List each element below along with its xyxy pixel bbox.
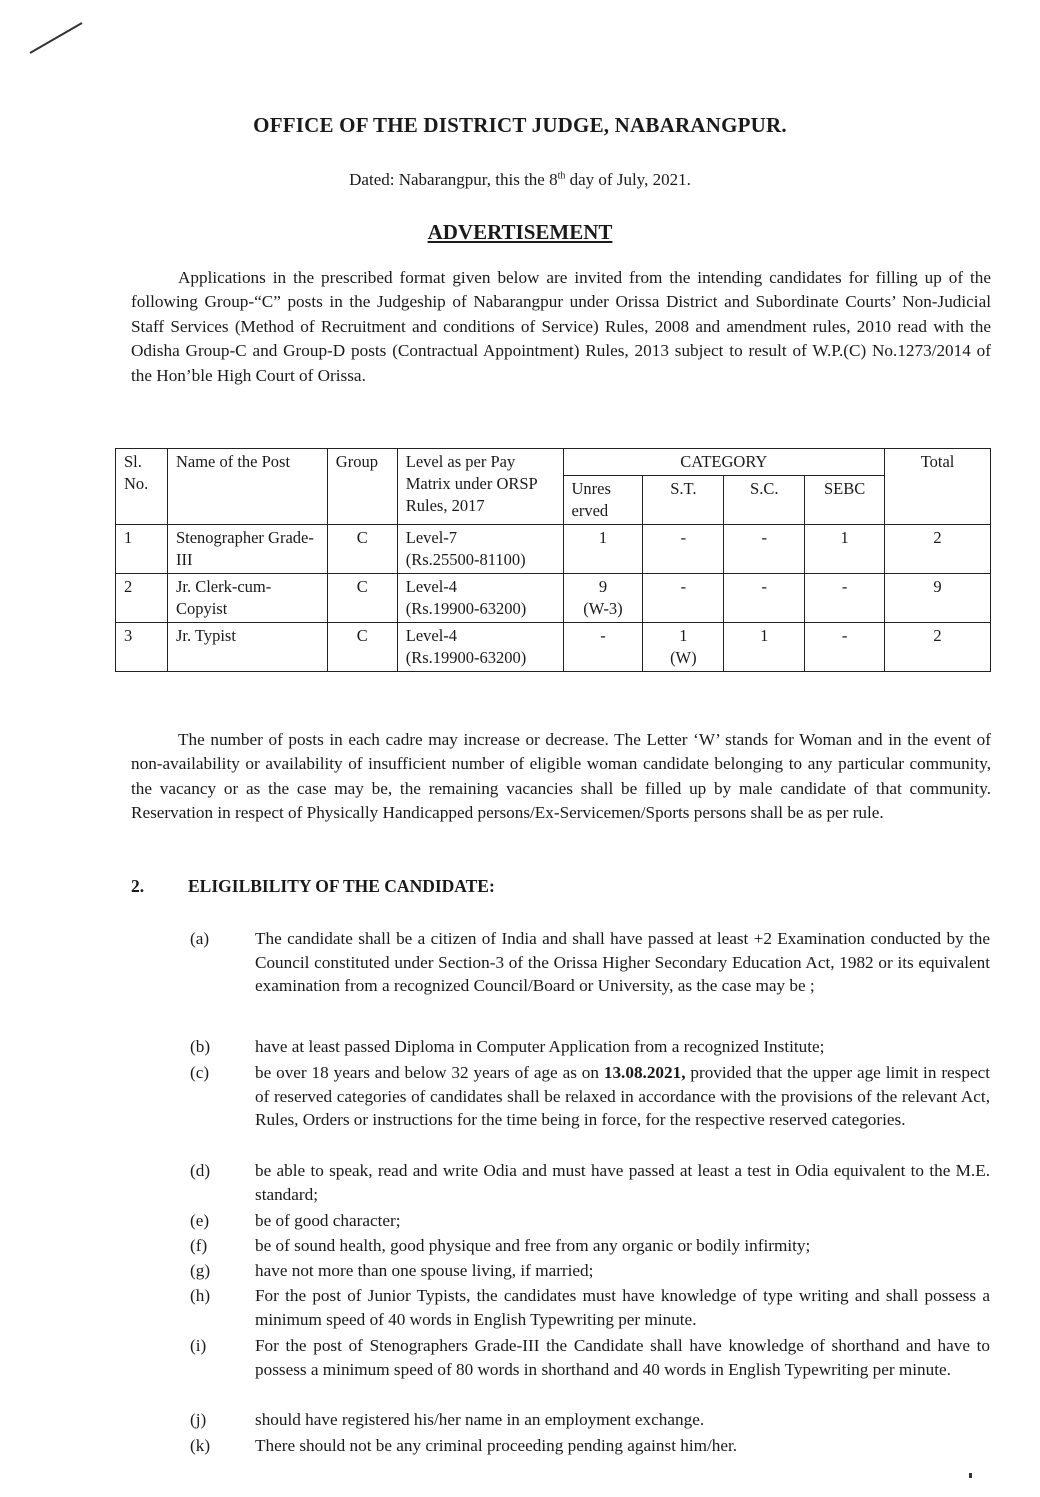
table-row <box>116 623 991 672</box>
cell-sc: - <box>724 525 805 574</box>
advertisement-title: ADVERTISEMENT <box>427 220 613 244</box>
cell-name: Stenographer Grade-III <box>167 525 327 574</box>
cell-level-name: Level-7 <box>405 528 458 547</box>
item-text <box>255 1408 990 1432</box>
page-mark <box>969 1473 972 1478</box>
eligibility-item <box>190 1234 990 1258</box>
item-text <box>255 1259 990 1283</box>
item-text <box>255 1035 990 1059</box>
item-label: (j) <box>190 1410 207 1429</box>
item-label: (d) <box>190 1161 211 1180</box>
header-group: Group <box>327 449 397 525</box>
cell-name: Jr. Typist <box>167 623 327 672</box>
header-st: S.T. <box>643 476 724 525</box>
cell-st-note: (W) <box>670 648 697 667</box>
item-text-pre: be over 18 years and below 32 years of age as on <box>255 1063 604 1082</box>
item-text <box>255 927 990 998</box>
item-label: (h) <box>190 1286 211 1305</box>
office-heading: OFFICE OF THE DISTRICT JUDGE, NABARANGPUR. <box>253 113 787 137</box>
cell-level <box>397 574 563 623</box>
item-text-pre: For the post of Junior Typists, the candidates must have knowledge of type writing and shall possess a minimum speed of 40 words in English Typewriting per minute. <box>255 1286 990 1329</box>
cell-unres-value: - <box>600 626 606 645</box>
header-name: Name of the Post <box>167 449 327 525</box>
date-line <box>0 170 1040 190</box>
table-row <box>116 525 991 574</box>
cell-pay: (Rs.19900-63200) <box>405 648 527 667</box>
cell-st-value: - <box>680 528 687 547</box>
cell-group: C <box>327 574 397 623</box>
cell-st <box>643 623 724 672</box>
item-text <box>255 1234 990 1258</box>
cell-level-name: Level-4 <box>405 626 458 645</box>
section-title: ELIGILBILITY OF THE CANDIDATE: <box>188 876 495 896</box>
cell-sebc: - <box>805 574 885 623</box>
item-label: (i) <box>190 1336 207 1355</box>
eligibility-item <box>190 1334 990 1381</box>
cell-level <box>397 525 563 574</box>
eligibility-item <box>190 1434 990 1458</box>
eligibility-item <box>190 1284 990 1331</box>
section-number: 2. <box>131 876 145 896</box>
item-label: (c) <box>190 1063 210 1082</box>
cell-sl: 2 <box>116 574 168 623</box>
item-text-pre: There should not be any criminal proceeding pending against him/her. <box>255 1436 738 1455</box>
cell-group: C <box>327 525 397 574</box>
item-label: (b) <box>190 1037 211 1056</box>
cell-unres <box>563 525 643 574</box>
note-paragraph: The number of posts in each cadre may increase or decrease. The Letter ‘W’ stands for Woman and in the event of non-availability or availability of insufficient number of eligible woman candidate belonging to any particular community, the vacancy or as the case may be, the remaining vacancies shall be filled up by male candidate of that community. Reservation in respect of Physically Handicapped persons/Ex-Servicemen/Sports persons shall be as per rule. <box>131 730 991 823</box>
cell-name: Jr. Clerk-cum-Copyist <box>167 574 327 623</box>
intro-paragraph: Applications in the prescribed format given below are invited from the intending candidates for filling up of the following Group-“C” posts in the Judgeship of Nabarangpur under Orissa District and Subordinate Courts’ Non-Judicial Staff Services (Method of Recruitment and conditions of Service) Rules, 2008 and amendment rules, 2010 read with the Odisha Group-C and Group-D posts (Contractual Appointment) Rules, 2013 subject to result of W.P.(C) No.1273/2014 of the Hon’ble High Court of Orissa. <box>131 268 991 385</box>
item-label: (f) <box>190 1236 208 1255</box>
item-text-pre: be of good character; <box>255 1211 401 1230</box>
item-text-pre: have not more than one spouse living, if married; <box>255 1261 594 1280</box>
cell-sc: - <box>724 574 805 623</box>
header-sebc: SEBC <box>805 476 885 525</box>
cell-sl: 1 <box>116 525 168 574</box>
cell-total: 2 <box>885 623 991 672</box>
cell-unres-value: 9 <box>598 577 608 596</box>
cell-pay: (Rs.19900-63200) <box>405 599 527 618</box>
cell-sebc: 1 <box>805 525 885 574</box>
eligibility-item <box>190 1159 990 1206</box>
pen-mark <box>30 22 83 54</box>
item-text-date: 13.08.2021, <box>603 1063 686 1082</box>
item-text <box>255 1061 990 1132</box>
section-heading <box>131 876 495 897</box>
header-sc: S.C. <box>724 476 805 525</box>
cell-pay: (Rs.25500-81100) <box>405 550 526 569</box>
header-unres: Unres erved <box>563 476 643 525</box>
header-total: Total <box>885 449 991 525</box>
date-prefix: Dated: Nabarangpur, this the 8 <box>349 170 558 189</box>
eligibility-item <box>190 1209 990 1233</box>
date-suffix: day of July, 2021. <box>565 170 691 189</box>
cell-st-value: 1 <box>679 626 688 645</box>
item-label: (k) <box>190 1436 211 1455</box>
date-sup: th <box>557 170 566 182</box>
eligibility-item <box>190 1408 990 1432</box>
cell-sc: 1 <box>724 623 805 672</box>
cell-sebc: - <box>805 623 885 672</box>
cell-unres-note: (W-3) <box>583 599 623 618</box>
cell-unres <box>563 623 643 672</box>
item-text <box>255 1209 990 1233</box>
eligibility-item <box>190 1061 990 1132</box>
item-text-post: provided that the upper age limit in respect of reserved categories of candidates shall be relaxed in accordance with the provisions of the relevant Act, Rules, Orders or instructions for the time being in force, for the respective reserved categories. <box>255 1063 990 1129</box>
cell-total: 9 <box>885 574 991 623</box>
eligibility-item <box>190 1035 990 1059</box>
item-label: (e) <box>190 1211 210 1230</box>
item-text <box>255 1334 990 1381</box>
table-row <box>116 574 991 623</box>
item-text-pre: The candidate shall be a citizen of India and shall have passed at least +2 Examination conducted by the Council constituted under Section-3 of the Orissa Higher Secondary Education Act, 1982 or its equivalent examination from a recognized Council/Board or University, as the case may be ; <box>255 929 990 995</box>
item-label: (g) <box>190 1261 211 1280</box>
eligibility-item <box>190 1259 990 1283</box>
cell-st <box>643 525 724 574</box>
header-category: CATEGORY <box>563 449 885 476</box>
item-text-pre: be of sound health, good physique and free from any organic or bodily infirmity; <box>255 1236 811 1255</box>
item-text-pre: For the post of Stenographers Grade-III the Candidate shall have knowledge of shorthand and have to possess a minimum speed of 80 words in shorthand and 40 words in English Typewriting per minute. <box>255 1336 990 1379</box>
item-text <box>255 1434 990 1458</box>
header-level: Level as per Pay Matrix under ORSP Rules, 2017 <box>397 449 563 525</box>
cell-level-name: Level-4 <box>405 577 458 596</box>
item-text <box>255 1284 990 1331</box>
cell-st-value: - <box>680 577 687 596</box>
item-text-pre: should have registered his/her name in an employment exchange. <box>255 1410 705 1429</box>
cell-total: 2 <box>885 525 991 574</box>
cell-group: C <box>327 623 397 672</box>
item-text-pre: have at least passed Diploma in Computer Application from a recognized Institute; <box>255 1037 825 1056</box>
cell-sl: 3 <box>116 623 168 672</box>
cell-unres <box>563 574 643 623</box>
cell-unres-value: 1 <box>598 528 608 547</box>
item-text <box>255 1159 990 1206</box>
item-label: (a) <box>190 929 210 948</box>
posts-table <box>115 448 991 672</box>
cell-st <box>643 574 724 623</box>
item-text-pre: be able to speak, read and write Odia and must have passed at least a test in Odia equivalent to the M.E. standard; <box>255 1161 990 1204</box>
eligibility-item <box>190 927 990 998</box>
header-sl: Sl. No. <box>116 449 168 525</box>
cell-level <box>397 623 563 672</box>
